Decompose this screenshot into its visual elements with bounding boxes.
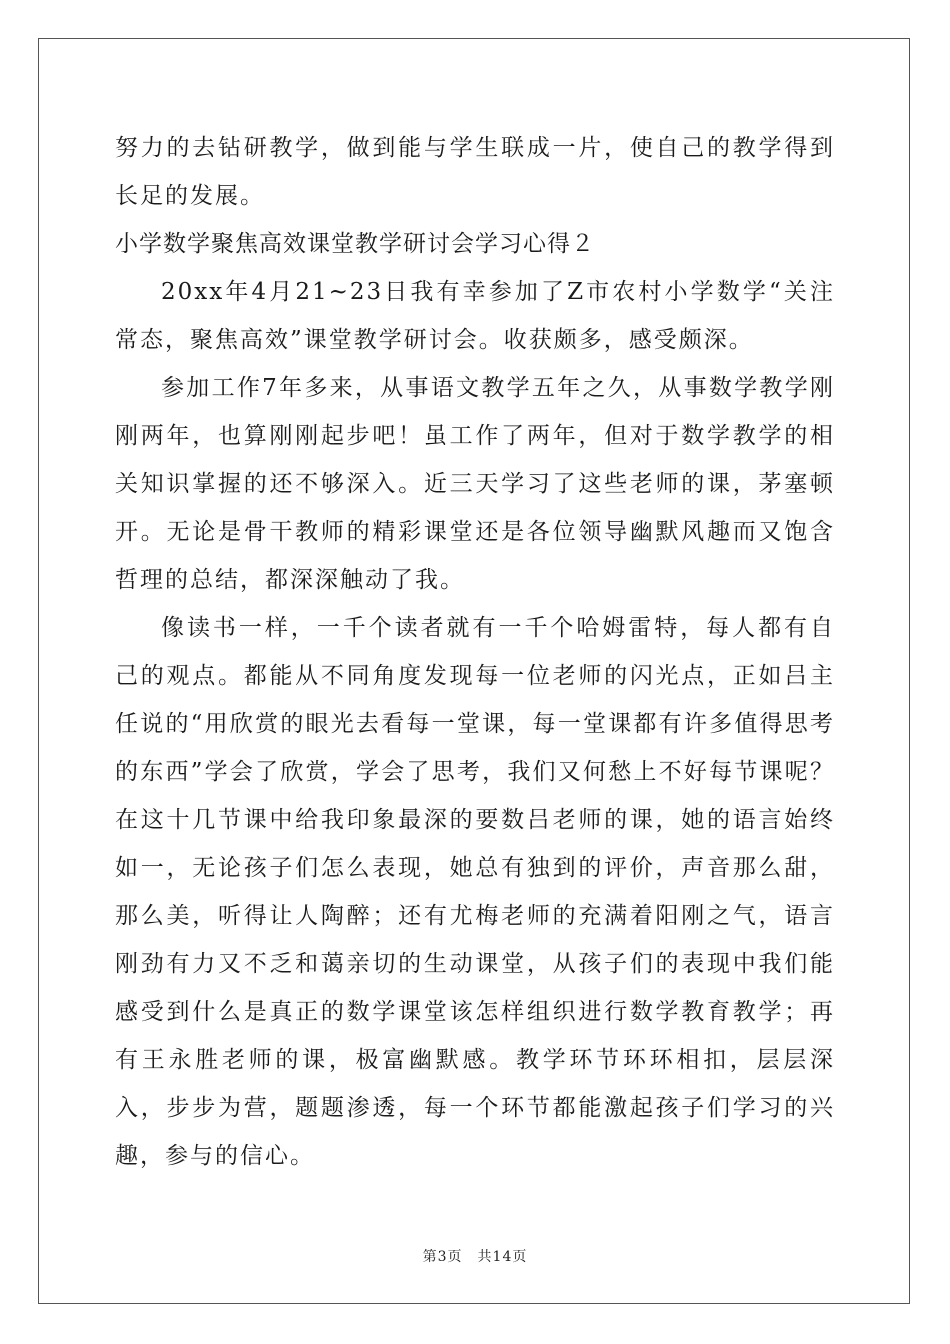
paragraph-continuation: 努力的去钻研教学，做到能与学生联成一片，使自己的教学得到长足的发展。 [115,135,835,209]
paragraph-reflection: 像读书一样，一千个读者就有一千个哈姆雷特，每人都有自己的观点。都能从不同角度发现每一位老师的闪光点，正如吕主任说的“用欣赏的眼光去看每一堂课，每一堂课都有许多值得思考的东西”学会了欣赏，学会了思考，我们又何愁上不好每节课呢？在这十几节课中给我印象最深的要数吕老师的课，她的语言始终如一，无论孩子们怎么表现，她总有独到的评价，声音那么甜，那么美，听得让人陶醉；还有尤梅老师的充满着阳刚之气，语言刚劲有力又不乏和蔼亲切的生动课堂，从孩子们的表现中我们能感受到什么是真正的数学课堂该怎样组织进行数学教育教学；再有王永胜老师的课，极富幽默感。教学环节环环相扣，层层深入，步步为营，题题渗透，每一个环节都能激起孩子们学习的兴趣，参与的信心。 [115,615,835,1169]
paragraph-intro: 20xx年4月21~23日我有幸参加了Z市农村小学数学“关注常态，聚焦高效”课堂教学研讨会。收获颇多，感受颇深。 [115,279,835,353]
page-number-footer: 第3页 共14页 [422,1249,528,1265]
document-body [115,124,835,1180]
paragraph-experience: 参加工作7年多来，从事语文教学五年之久，从事数学教学刚刚两年，也算刚刚起步吧！虽工作了两年，但对于数学教学的相关知识掌握的还不够深入。近三天学习了这些老师的课，茅塞顿开。无论是骨干教师的精彩课堂还是各位领导幽默风趣而又饱含哲理的总结，都深深触动了我。 [115,375,835,593]
section-heading: 小学数学聚焦高效课堂教学研讨会学习心得２ [115,231,595,257]
